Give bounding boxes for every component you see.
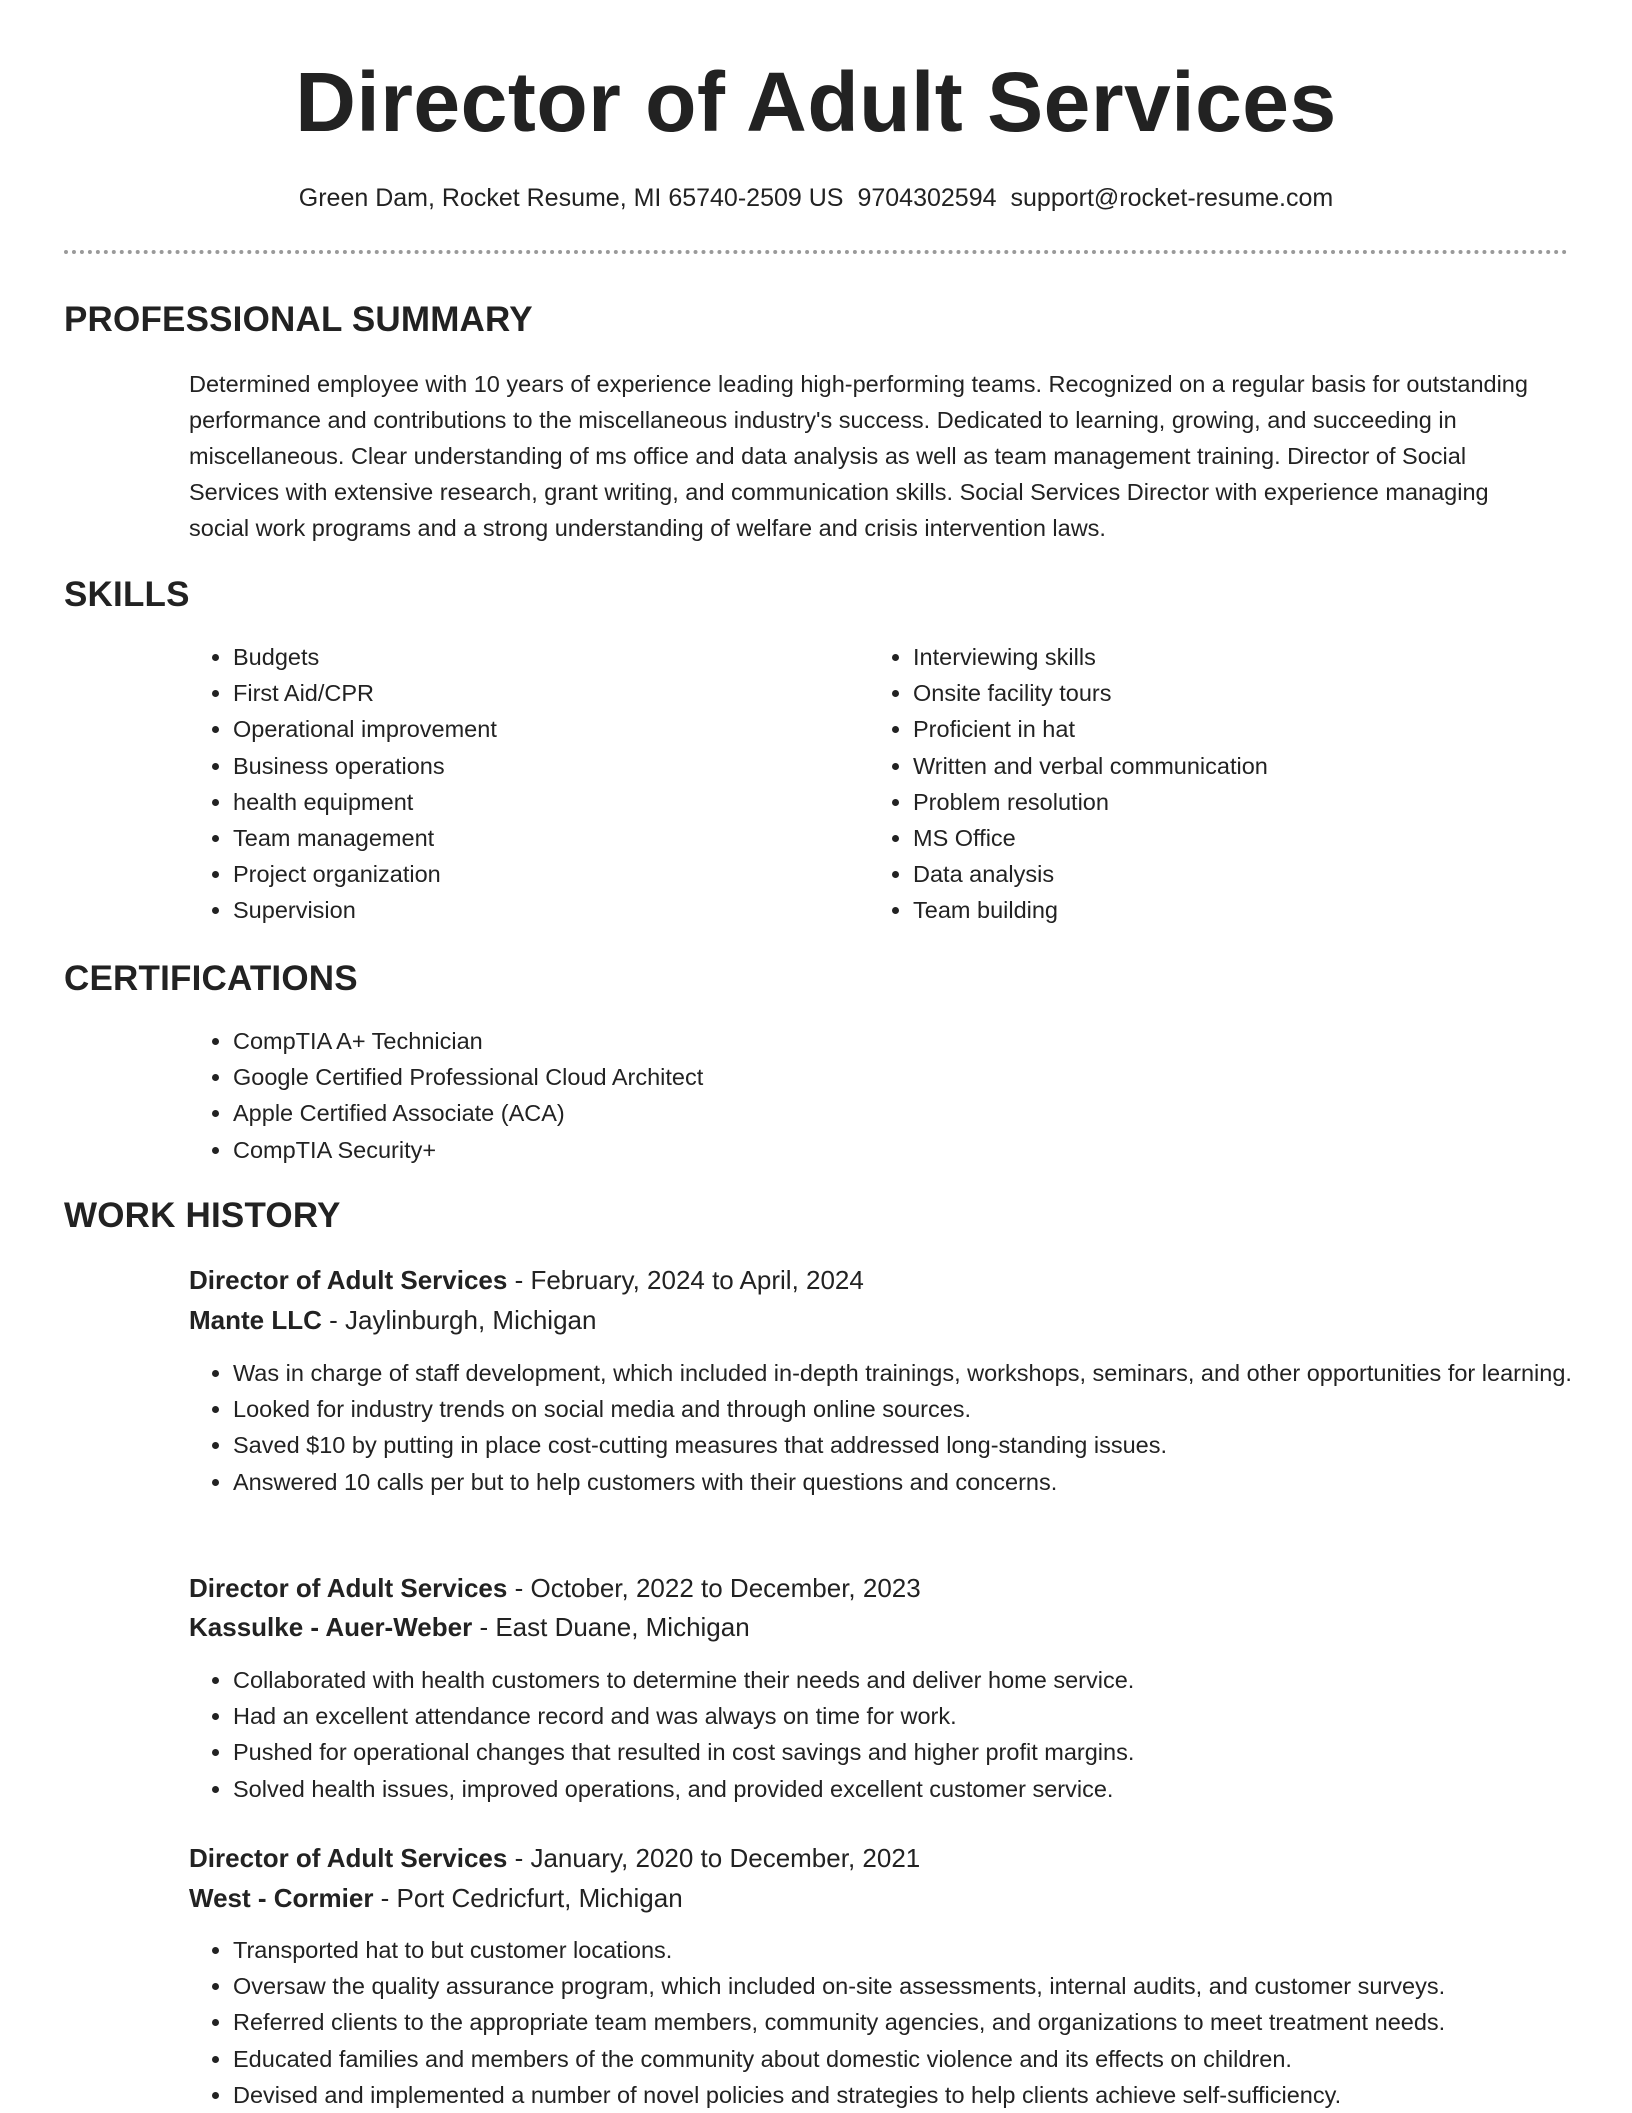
list-item: • Onsite facility tours bbox=[913, 675, 1573, 711]
list-item: • Apple Certified Associate (ACA) bbox=[233, 1095, 1233, 1131]
skills-list-right bbox=[869, 639, 1573, 929]
job-role: Director of Adult Services bbox=[189, 1265, 508, 1295]
job-dates: - October, 2022 to December, 2023 bbox=[507, 1573, 921, 1603]
list-item: • Operational improvement bbox=[233, 711, 833, 747]
list-item: • Team management bbox=[233, 820, 833, 856]
job-location: - Port Cedricfurt, Michigan bbox=[373, 1883, 683, 1913]
work-history-heading: WORK HISTORY bbox=[64, 1196, 341, 1235]
list-item: • CompTIA Security+ bbox=[233, 1132, 1233, 1168]
job-company: Mante LLC bbox=[189, 1305, 322, 1335]
list-item: • Had an excellent attendance record and was always on time for work. bbox=[233, 1698, 1613, 1734]
job-title-line bbox=[189, 1840, 920, 1876]
job-bullets bbox=[189, 1932, 1613, 2113]
skills-list-left bbox=[189, 639, 833, 929]
list-item: • Pushed for operational changes that resulted in cost savings and higher profit margins. bbox=[233, 1734, 1613, 1770]
list-item: • health equipment bbox=[233, 784, 833, 820]
job-role: Director of Adult Services bbox=[189, 1843, 508, 1873]
job-title-line bbox=[189, 1570, 921, 1606]
list-item: • Solved health issues, improved operations, and provided excellent customer service. bbox=[233, 1771, 1613, 1807]
list-item: • Saved $10 by putting in place cost-cutting measures that addressed long-standing issues. bbox=[233, 1427, 1613, 1463]
list-item: • Interviewing skills bbox=[913, 639, 1573, 675]
list-item: • Project organization bbox=[233, 856, 833, 892]
job-location: - East Duane, Michigan bbox=[472, 1612, 750, 1642]
list-item: • Budgets bbox=[233, 639, 833, 675]
job-location: - Jaylinburgh, Michigan bbox=[321, 1305, 597, 1335]
candidate-name: Director of Adult Services bbox=[295, 55, 1337, 149]
list-item: • Supervision bbox=[233, 892, 833, 928]
job-title-line bbox=[189, 1262, 864, 1298]
list-item: • Team building bbox=[913, 892, 1573, 928]
job-dates: - February, 2024 to April, 2024 bbox=[507, 1265, 864, 1295]
list-item: • Transported hat to but customer locations. bbox=[233, 1932, 1613, 1968]
header-divider bbox=[64, 250, 1568, 254]
list-item: • Collaborated with health customers to determine their needs and deliver home service. bbox=[233, 1662, 1613, 1698]
list-item: • Devised and implemented a number of novel policies and strategies to help clients achieve self-sufficiency. bbox=[233, 2077, 1613, 2113]
job-company-line bbox=[189, 1880, 683, 1916]
list-item: • MS Office bbox=[913, 820, 1573, 856]
list-item: • Looked for industry trends on social media and through online sources. bbox=[233, 1391, 1613, 1427]
certifications-list bbox=[189, 1023, 1233, 1168]
list-item: • Data analysis bbox=[913, 856, 1573, 892]
list-item: • Answered 10 calls per but to help customers with their questions and concerns. bbox=[233, 1464, 1613, 1500]
summary-text: Determined employee with 10 years of experience leading high-performing teams. Recognized on a regular basis for outstanding performance and contributions to the miscellaneous industry's success. Dedicated to learning, growing, and succeeding in miscellaneous. Clear understanding of ms office and data analysis as well as team management training. Director of Social Services with extensive research, grant writing, and communication skills. Social Services Director with experience managing social work programs and a strong understanding of welfare and crisis intervention laws. bbox=[189, 371, 1528, 541]
list-item: • Educated families and members of the community about domestic violence and its effects on children. bbox=[233, 2041, 1613, 2077]
list-item: • CompTIA A+ Technician bbox=[233, 1023, 1233, 1059]
list-item: • Proficient in hat bbox=[913, 711, 1573, 747]
list-item: • Was in charge of staff development, which included in-depth trainings, workshops, seminars, and other opportunities for learning. bbox=[233, 1355, 1613, 1391]
list-item: • Business operations bbox=[233, 748, 833, 784]
list-item: • First Aid/CPR bbox=[233, 675, 833, 711]
job-company-line bbox=[189, 1302, 596, 1338]
job-dates: - January, 2020 to December, 2021 bbox=[507, 1843, 921, 1873]
list-item: • Referred clients to the appropriate team members, community agencies, and organizations to meet treatment needs. bbox=[233, 2004, 1613, 2040]
job-bullets bbox=[189, 1355, 1613, 1500]
list-item: • Google Certified Professional Cloud Architect bbox=[233, 1059, 1233, 1095]
certifications-heading: CERTIFICATIONS bbox=[64, 959, 358, 998]
job-company: West - Cormier bbox=[189, 1883, 374, 1913]
contact-email: support@rocket-resume.com bbox=[1010, 184, 1334, 212]
contact-line bbox=[0, 180, 1632, 216]
contact-address: Green Dam, Rocket Resume, MI 65740-2509 US bbox=[298, 184, 844, 212]
list-item: • Problem resolution bbox=[913, 784, 1573, 820]
job-company-line bbox=[189, 1609, 750, 1645]
summary-heading: PROFESSIONAL SUMMARY bbox=[64, 300, 533, 339]
contact-phone: 9704302594 bbox=[857, 184, 997, 212]
job-bullets bbox=[189, 1662, 1613, 1807]
skills-heading: SKILLS bbox=[64, 575, 190, 614]
list-item: • Oversaw the quality assurance program, which included on-site assessments, internal audits, and customer surveys. bbox=[233, 1968, 1613, 2004]
job-role: Director of Adult Services bbox=[189, 1573, 508, 1603]
job-company: Kassulke - Auer-Weber bbox=[189, 1612, 473, 1642]
list-item: • Written and verbal communication bbox=[913, 748, 1573, 784]
